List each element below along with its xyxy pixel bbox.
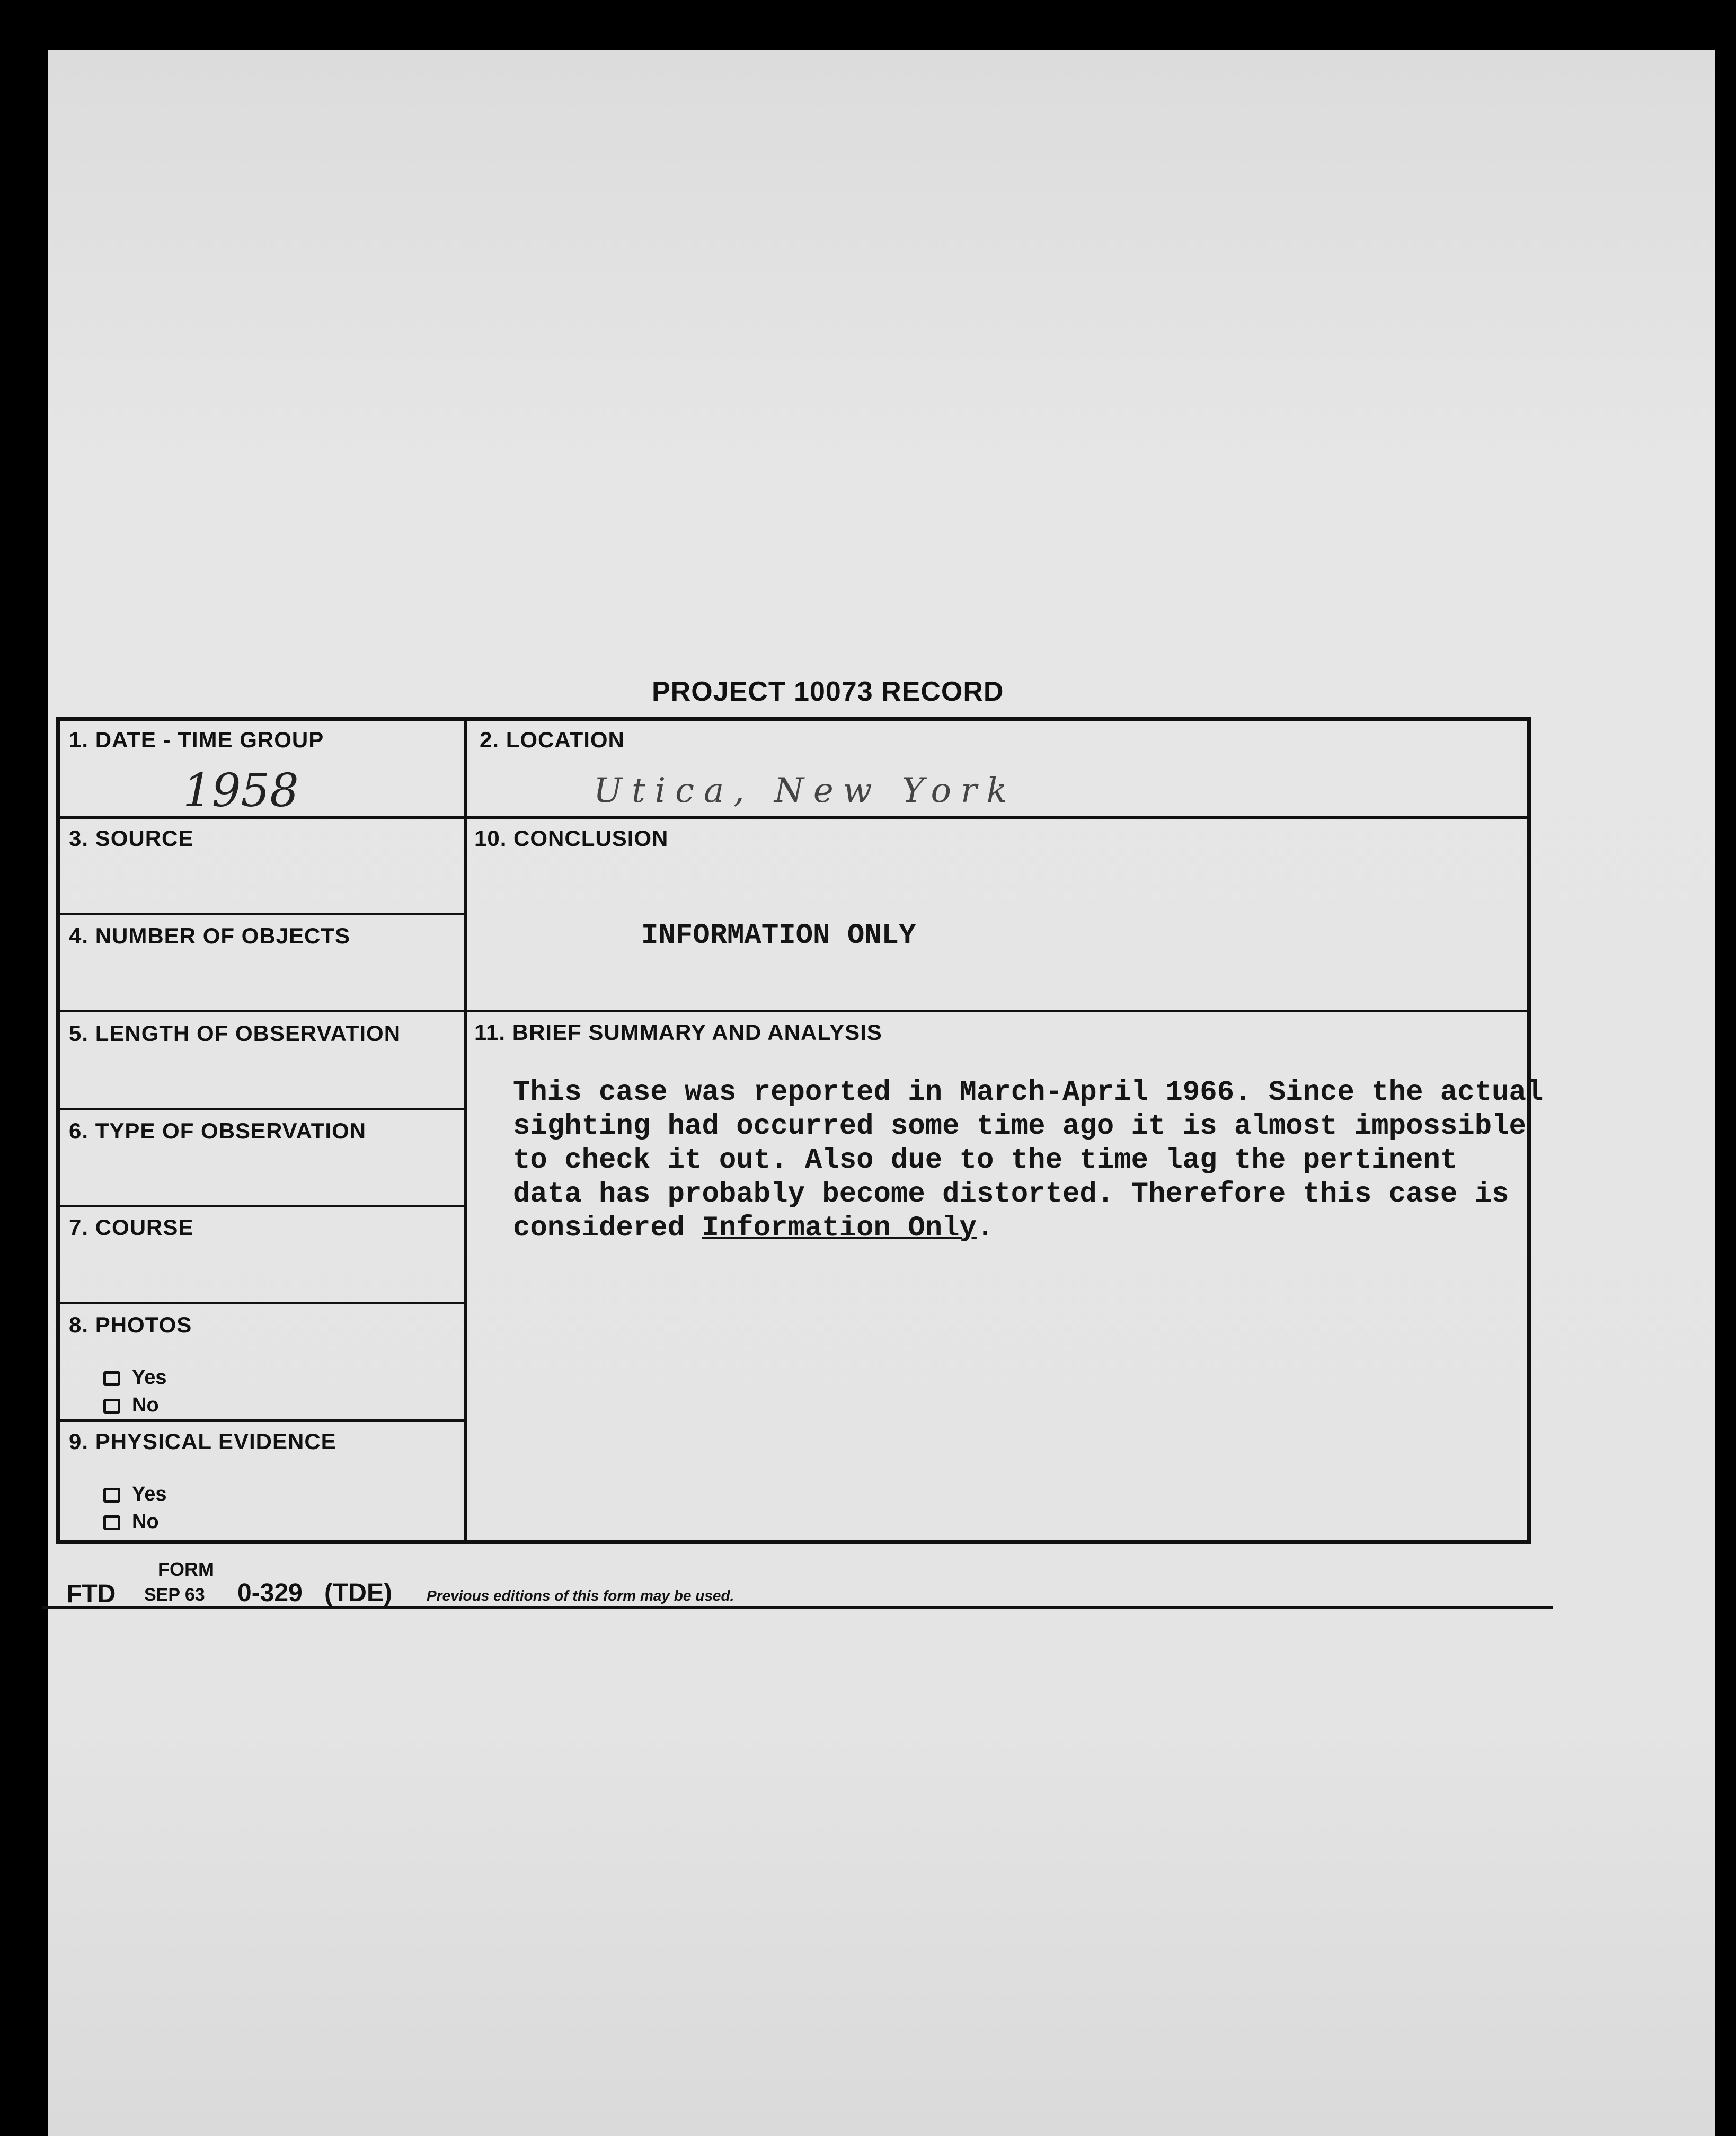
conclusion-value: INFORMATION ONLY	[641, 920, 916, 952]
source-label: 3. SOURCE	[69, 826, 194, 851]
summary-line: data has probably become distorted. Therefore this case is	[513, 1178, 1509, 1211]
row-divider	[57, 1205, 466, 1207]
footer-suffix: (TDE)	[324, 1579, 392, 1607]
row-divider	[57, 913, 466, 915]
photos-yes-label: Yes	[132, 1366, 167, 1389]
summary-line: sighting had occurred some time ago it is almost impossible	[513, 1110, 1526, 1143]
photos-yes-option[interactable]	[103, 1366, 167, 1389]
summary-underlined: Information Only	[702, 1212, 977, 1244]
length-of-observation-label: 5. LENGTH OF OBSERVATION	[69, 1021, 401, 1046]
row-divider	[57, 1419, 466, 1422]
footer-note: Previous editions of this form may be used.	[427, 1587, 734, 1604]
physical-evidence-no-option[interactable]	[103, 1511, 159, 1533]
checkbox-icon[interactable]	[103, 1371, 120, 1386]
row-divider	[57, 1302, 466, 1304]
physical-evidence-yes-option[interactable]	[103, 1483, 167, 1506]
number-of-objects-label: 4. NUMBER OF OBJECTS	[69, 923, 351, 948]
type-of-observation-label: 6. TYPE OF OBSERVATION	[69, 1118, 367, 1143]
photos-no-option[interactable]	[103, 1394, 159, 1417]
summary-prefix: considered	[513, 1212, 702, 1244]
checkbox-icon[interactable]	[103, 1488, 120, 1503]
location-value: Utica, New York	[594, 771, 1017, 810]
row-divider	[57, 1108, 466, 1110]
form-title: PROJECT 10073 RECORD	[652, 676, 1004, 707]
row-divider	[57, 1010, 1529, 1012]
course-label: 7. COURSE	[69, 1215, 194, 1240]
summary-line-last	[513, 1212, 1543, 1246]
conclusion-label: 10. CONCLUSION	[474, 826, 669, 851]
footer-form-number: 0-329	[237, 1579, 303, 1607]
physical-evidence-no-label: No	[132, 1511, 159, 1533]
summary-label: 11. BRIEF SUMMARY AND ANALYSIS	[474, 1020, 882, 1045]
summary-line: This case was reported in March-April 1966. Since the actual	[513, 1076, 1544, 1109]
checkbox-icon[interactable]	[103, 1399, 120, 1414]
physical-evidence-yes-label: Yes	[132, 1483, 167, 1505]
footer-form-word: FORM	[158, 1558, 214, 1580]
physical-evidence-label: 9. PHYSICAL EVIDENCE	[69, 1429, 336, 1454]
summary-text	[513, 1076, 1543, 1246]
summary-line: to check it out. Also due to the time lag the pertinent	[513, 1144, 1458, 1177]
footer-date: SEP 63	[144, 1585, 205, 1605]
footer-agency: FTD	[66, 1580, 116, 1608]
date-time-group-value: 1958	[183, 764, 299, 817]
photos-no-label: No	[132, 1394, 159, 1416]
photos-label: 8. PHOTOS	[69, 1312, 192, 1337]
summary-suffix: .	[976, 1212, 994, 1244]
checkbox-icon[interactable]	[103, 1515, 120, 1530]
date-time-group-label: 1. DATE - TIME GROUP	[69, 727, 324, 752]
location-label: 2. LOCATION	[480, 727, 625, 752]
